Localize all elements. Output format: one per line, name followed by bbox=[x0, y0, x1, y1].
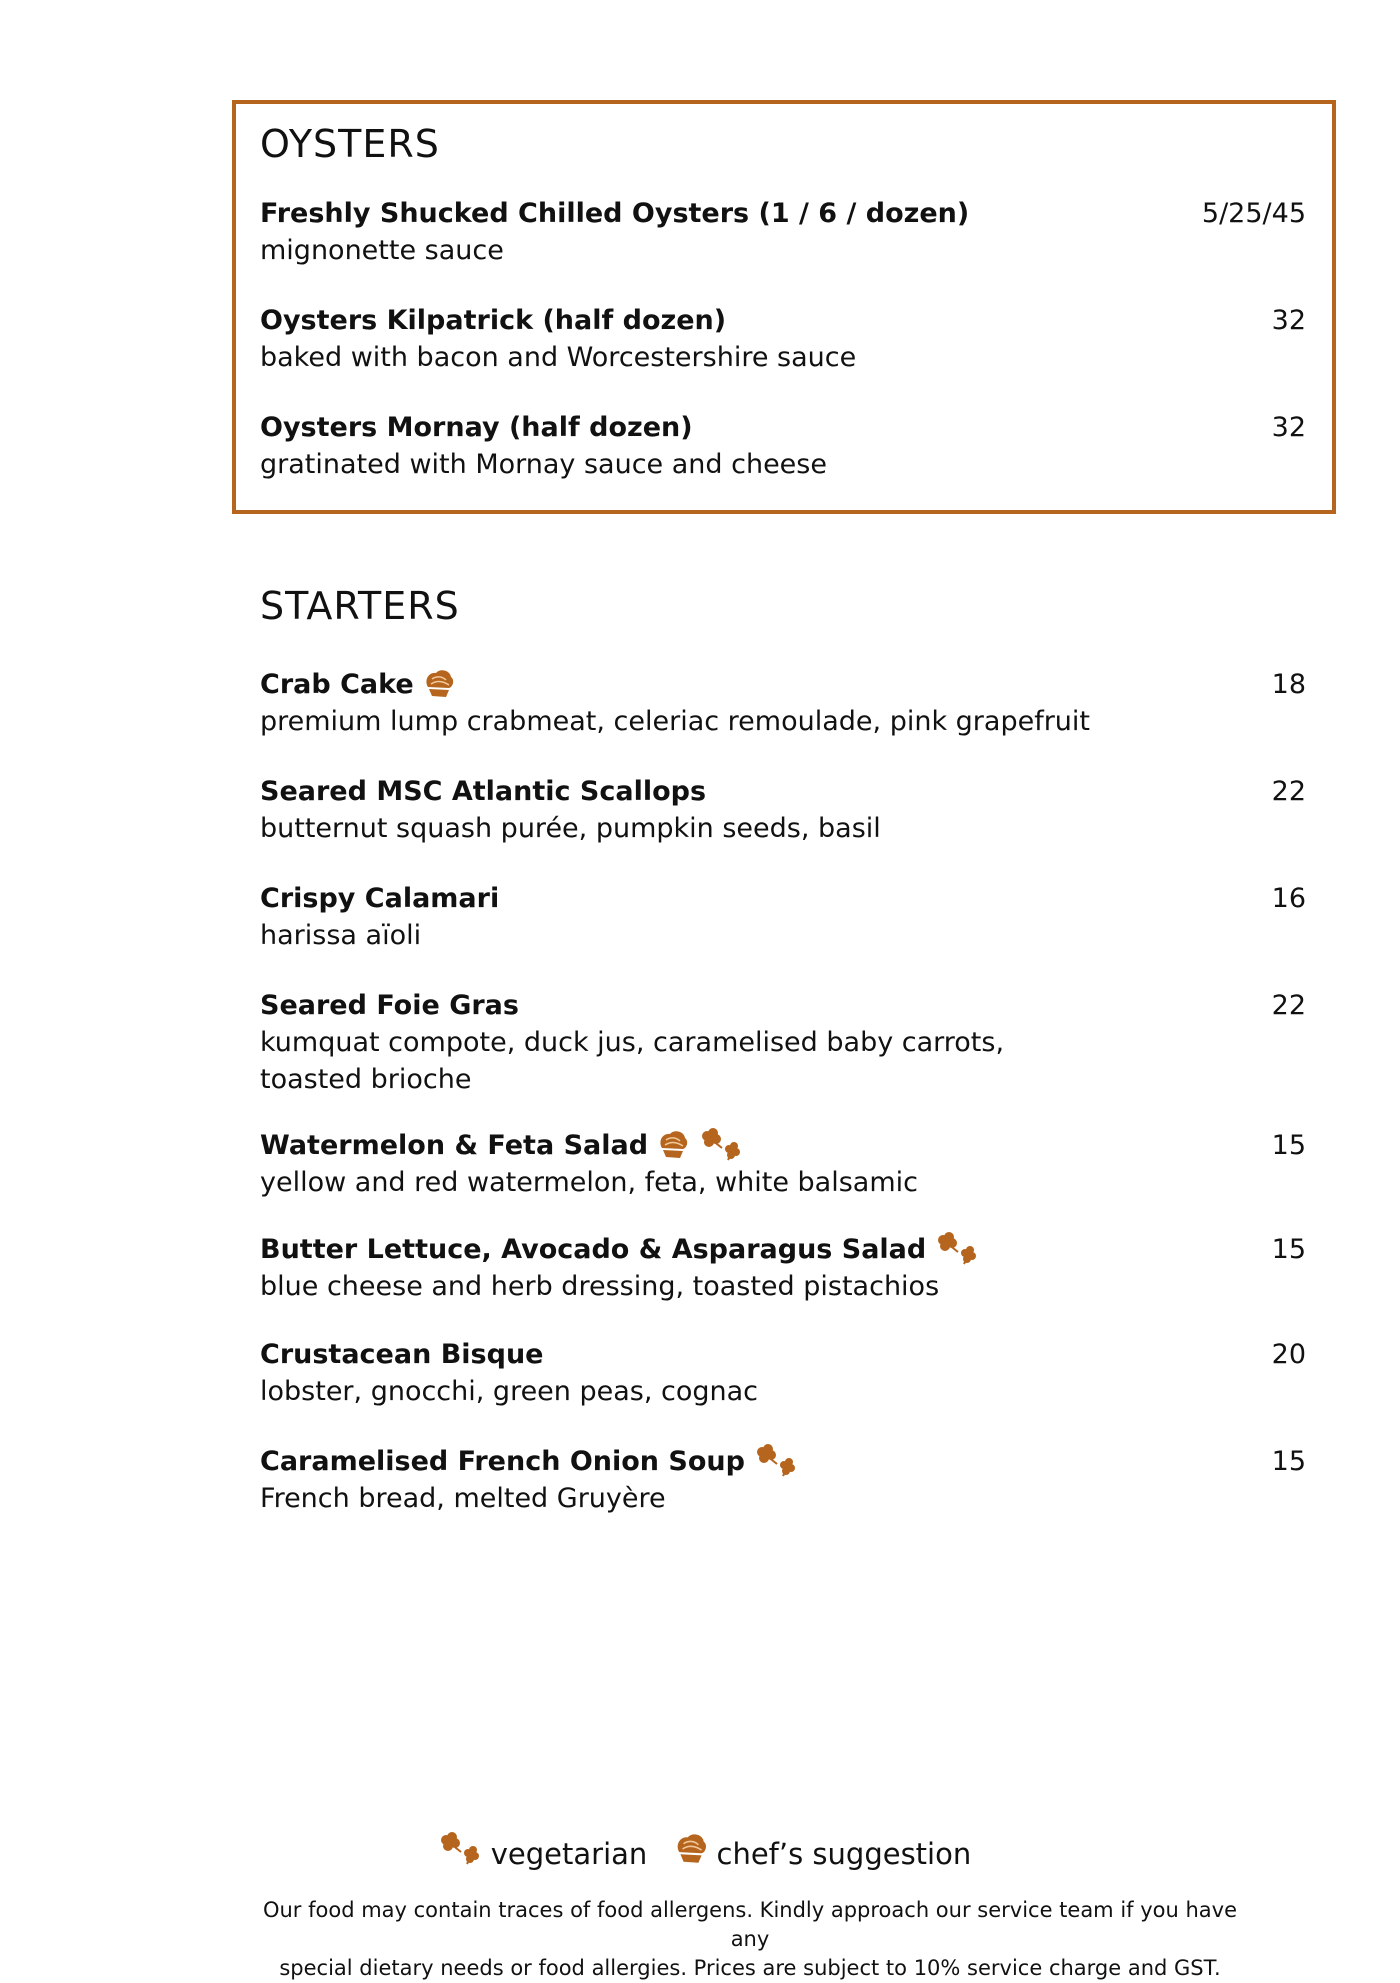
legend-chef-label: chef’s suggestion bbox=[716, 1837, 972, 1871]
item-name: Crispy Calamari bbox=[260, 883, 500, 914]
item-description: gratinated with Mornay sauce and cheese bbox=[260, 449, 827, 480]
item-price: 18 bbox=[1271, 669, 1306, 700]
item-price: 22 bbox=[1271, 776, 1306, 807]
item-name: Seared Foie Gras bbox=[260, 990, 519, 1021]
item-name: Watermelon & Feta Salad bbox=[260, 1130, 649, 1161]
menu-item bbox=[260, 1444, 1306, 1517]
leaf-icon bbox=[698, 1128, 744, 1162]
item-price: 15 bbox=[1271, 1446, 1306, 1477]
allergen-footnote bbox=[250, 1896, 1250, 1983]
menu-item bbox=[260, 196, 1306, 269]
item-description: lobster, gnocchi, green peas, cognac bbox=[260, 1376, 759, 1407]
item-description: toasted brioche bbox=[260, 1064, 472, 1095]
item-description: blue cheese and herb dressing, toasted pistachios bbox=[260, 1271, 940, 1302]
item-description: French bread, melted Gruyère bbox=[260, 1483, 666, 1514]
item-description: baked with bacon and Worcestershire sauce bbox=[260, 342, 857, 373]
menu-item bbox=[260, 774, 1306, 847]
menu-item bbox=[260, 410, 1306, 483]
item-price: 15 bbox=[1271, 1234, 1306, 1265]
item-name: Oysters Kilpatrick (half dozen) bbox=[260, 305, 727, 336]
item-description: kumquat compote, duck jus, caramelised baby carrots, bbox=[260, 1027, 1005, 1058]
section-title-starters: STARTERS bbox=[260, 584, 460, 628]
leaf-icon bbox=[934, 1232, 980, 1266]
item-price: 15 bbox=[1271, 1130, 1306, 1161]
footnote-line: Our food may contain traces of food allergens. Kindly approach our service team if you have any bbox=[262, 1898, 1238, 1951]
item-price: 32 bbox=[1271, 412, 1306, 443]
menu-item bbox=[260, 667, 1306, 740]
footnote-line: special dietary needs or food allergies. Prices are subject to 10% service charge and GST. bbox=[279, 1956, 1221, 1980]
menu-item bbox=[260, 1337, 1306, 1410]
item-price: 16 bbox=[1271, 883, 1306, 914]
item-name: Seared MSC Atlantic Scallops bbox=[260, 776, 707, 807]
section-title-oysters: OYSTERS bbox=[260, 122, 440, 166]
item-name: Crab Cake bbox=[260, 669, 414, 700]
item-price: 20 bbox=[1271, 1339, 1306, 1370]
menu-item bbox=[260, 988, 1306, 1098]
item-description: premium lump crabmeat, celeriac remoulade, pink grapefruit bbox=[260, 706, 1090, 737]
item-name: Butter Lettuce, Avocado & Asparagus Salad bbox=[260, 1234, 927, 1265]
item-name: Crustacean Bisque bbox=[260, 1339, 544, 1370]
chef-hat-icon bbox=[673, 1831, 709, 1877]
item-price: 22 bbox=[1271, 990, 1306, 1021]
item-name-row bbox=[260, 1444, 1306, 1480]
menu-item bbox=[260, 1232, 1306, 1305]
icon-legend bbox=[0, 1830, 1400, 1878]
item-description: mignonette sauce bbox=[260, 235, 504, 266]
legend-vegetarian-label: vegetarian bbox=[490, 1837, 648, 1871]
chef-hat-icon bbox=[656, 1128, 690, 1162]
menu-item bbox=[260, 303, 1306, 376]
item-description: yellow and red watermelon, feta, white balsamic bbox=[260, 1167, 918, 1198]
menu-item bbox=[260, 1128, 1306, 1201]
leaf-icon bbox=[437, 1830, 483, 1878]
item-name-row bbox=[260, 1128, 1306, 1164]
item-name: Caramelised French Onion Soup bbox=[260, 1446, 745, 1477]
leaf-icon bbox=[753, 1444, 799, 1478]
chef-hat-icon bbox=[422, 667, 456, 701]
menu-item bbox=[260, 881, 1306, 954]
item-name-row bbox=[260, 1232, 1306, 1268]
item-description: butternut squash purée, pumpkin seeds, basil bbox=[260, 813, 881, 844]
item-name-row bbox=[260, 667, 1306, 703]
item-description: harissa aïoli bbox=[260, 920, 422, 951]
item-price: 32 bbox=[1271, 305, 1306, 336]
item-name: Freshly Shucked Chilled Oysters (1 / 6 / dozen) bbox=[260, 198, 970, 229]
item-price: 5/25/45 bbox=[1201, 198, 1306, 229]
item-name: Oysters Mornay (half dozen) bbox=[260, 412, 693, 443]
